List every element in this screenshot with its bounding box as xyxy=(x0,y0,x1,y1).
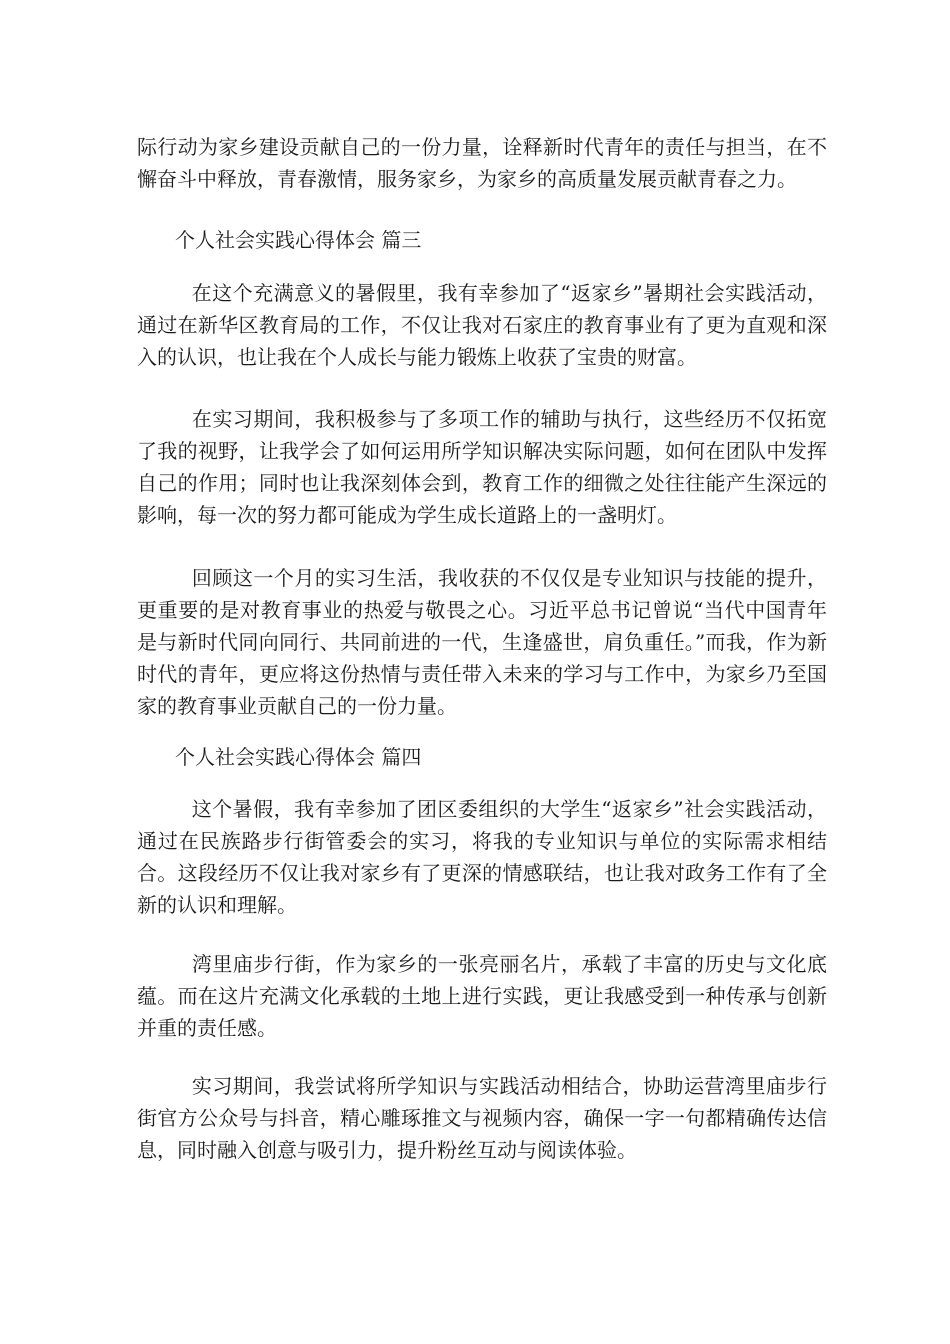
paragraph-section3-1: 在这个充满意义的暑假里，我有幸参加了“返家乡”暑期社会实践活动，通过在新华区教育局的工作，不仅让我对石家庄的教育事业有了更为直观和深入的认识，也让我在个人成长与能力锻炼上收获了宝贵的财富。 xyxy=(137,281,828,369)
section-heading-four: 个人社会实践心得体会 篇四 xyxy=(175,745,422,769)
paragraph-section4-1: 这个暑假，我有幸参加了团区委组织的大学生“返家乡”社会实践活动，通过在民族路步行街管委会的实习，将我的专业知识与单位的实际需求相结合。这段经历不仅让我对家乡有了更深的情感联结，也让我对政务工作有了全新的认识和理解。 xyxy=(137,797,828,917)
paragraph-section3-3: 回顾这一个月的实习生活，我收获的不仅仅是专业知识与技能的提升，更重要的是对教育事业的热爱与敬畏之心。习近平总书记曾说“当代中国青年是与新时代同向同行、共同前进的一代，生逢盛世，肩负重任。”而我，作为新时代的青年，更应将这份热情与责任带入未来的学习与工作中，为家乡乃至国家的教育事业贡献自己的一份力量。 xyxy=(137,566,828,718)
section-heading-three: 个人社会实践心得体会 篇三 xyxy=(175,228,422,252)
paragraph-section3-2: 在实习期间，我积极参与了多项工作的辅助与执行，这些经历不仅拓宽了我的视野，让我学会了如何运用所学知识解决实际问题，如何在团队中发挥自己的作用；同时也让我深刻体会到，教育工作的细微之处往往能产生深远的影响，每一次的努力都可能成为学生成长道路上的一盏明灯。 xyxy=(137,407,828,527)
paragraph-intro-continued: 际行动为家乡建设贡献自己的一份力量，诠释新时代青年的责任与担当，在不懈奋斗中释放，青春激情，服务家乡，为家乡的高质量发展贡献青春之力。 xyxy=(137,135,827,191)
paragraph-section4-2: 湾里庙步行街，作为家乡的一张亮丽名片，承载了丰富的历史与文化底蕴。而在这片充满文化承载的土地上进行实践，更让我感受到一种传承与创新并重的责任感。 xyxy=(137,952,828,1040)
paragraph-section4-3: 实习期间，我尝试将所学知识与实践活动相结合，协助运营湾里庙步行街官方公众号与抖音，精心雕琢推文与视频内容，确保一字一句都精确传达信息，同时融入创意与吸引力，提升粉丝互动与阅读体验。 xyxy=(137,1074,828,1162)
